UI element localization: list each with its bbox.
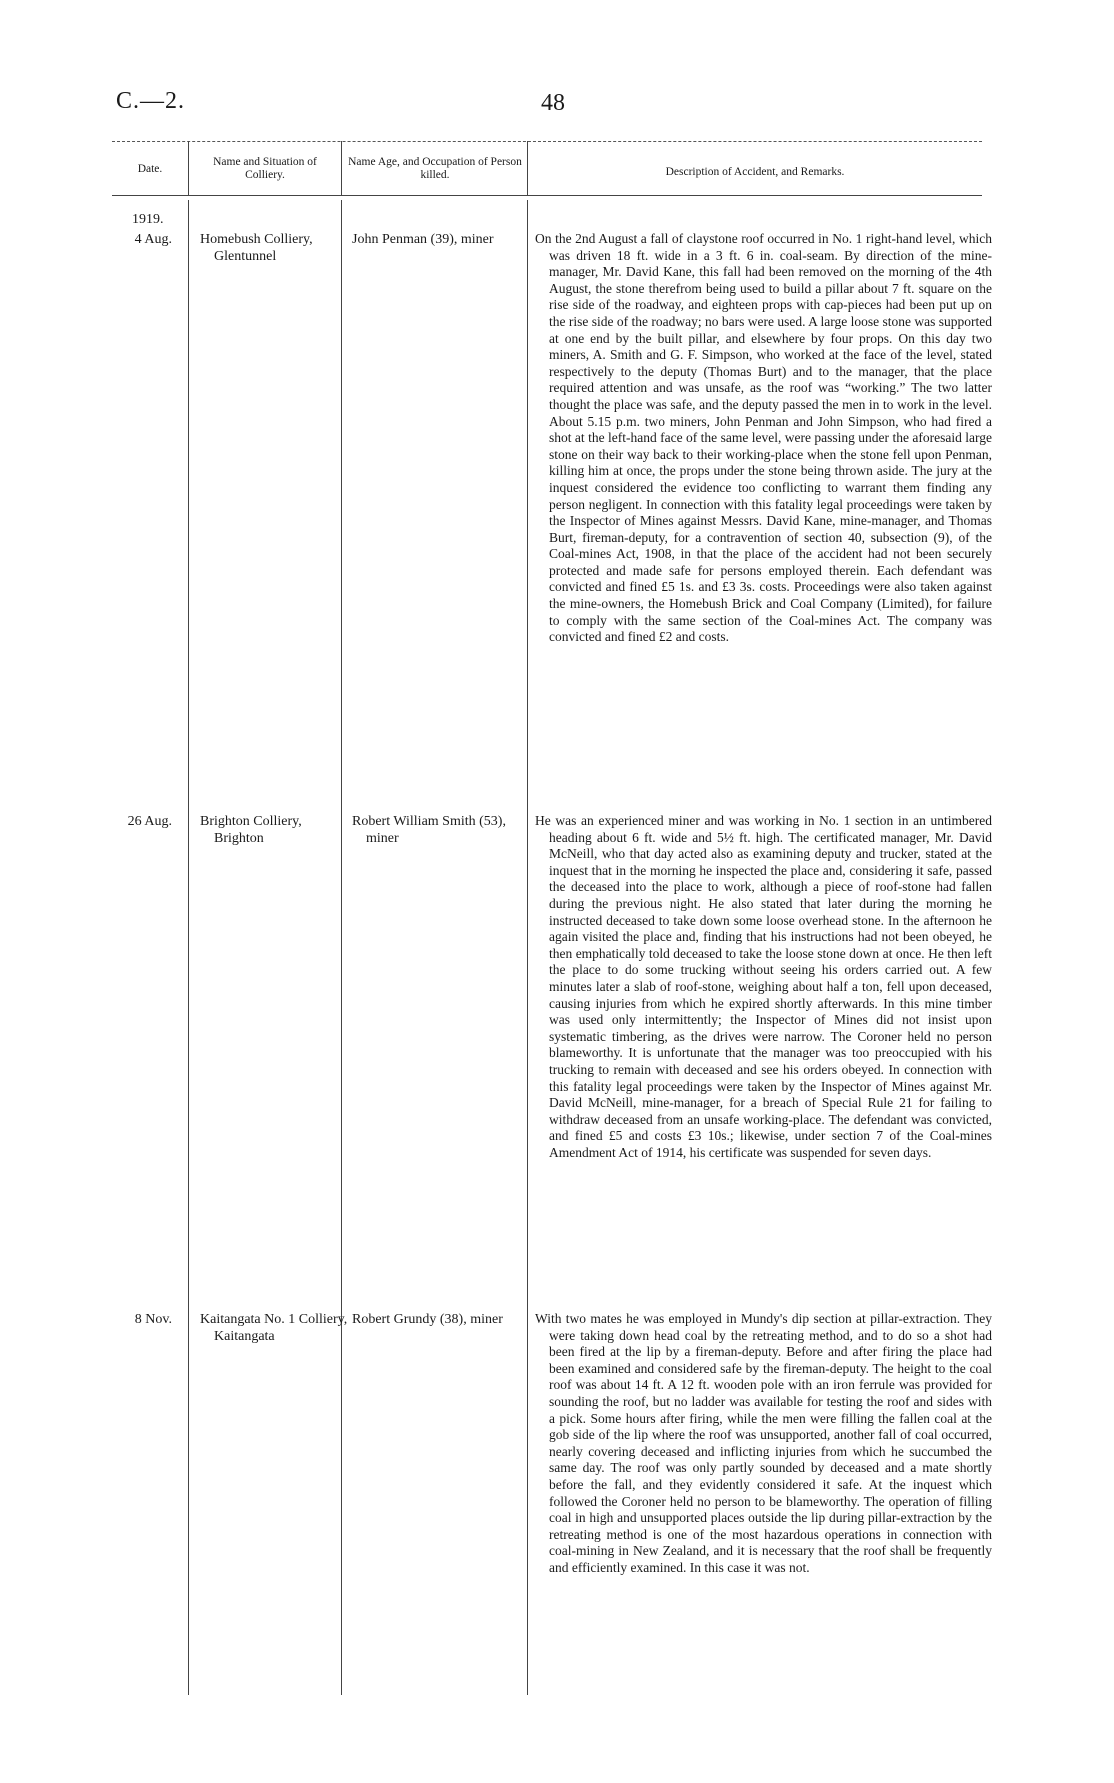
entry-colliery: Kaitangata No. 1 Colliery, Kaitangata [200,1312,348,1344]
page-number: 48 [541,90,565,116]
column-heading-colliery: Name and Situation of Colliery. [213,156,317,181]
table-top-rule [112,141,982,142]
entry-date: 4 Aug. [134,232,172,247]
column-divider [188,200,189,1695]
column-divider [341,141,342,195]
column-divider [527,141,528,195]
entry-person: Robert Grundy (38), miner [352,1312,503,1327]
year-label: 1919. [132,212,164,227]
entry-date: 26 Aug. [127,814,172,829]
entry-description: On the 2nd August a fall of claystone roof occurred in No. 1 right-hand level, which was driven 18 ft. wide in a 3 ft. 6 in. coal-seam. By direction of the mine-manager, Mr. David Kane, this fall had been removed on the morning of the 4th August, the stone therefrom being used to build a pillar about 7 ft. square on the rise side of the roadway, and eighteen props with cap-pieces had been put up on the rise side of the roadway; no bars were used. A large loose stone was supported at one end by the built pillar, and elsewhere by four props. On this day two miners, A. Smith and G. F. Simpson, who worked at the face of the level, stated respectively to the deputy (Thomas Burt) and to the manager, that the place required attention and was unsafe, as the roof was “working.” The two latter thought the place was safe, and the deputy passed the men in to work in the level. About 5.15 p.m. two miners, John Penman and John Simpson, who had fired a shot at the left-hand face of the same level, were passing under the aforesaid large stone on their way back to their working-place when the stone fell upon Penman, killing him at once, the props under the stone being thrown aside. The jury at the inquest considered the evidence too conflicting to warrant them finding any person negligent. In connection with this fatality legal proceedings were taken by the Inspector of Mines against Messrs. David Kane, mine-manager, and Thomas Burt, fireman-deputy, for a contravention of section 40, subsection (9), of the Coal-mines Act, 1908, in that the place of the accident had not been securely protected and made safe for persons employed therein. Each defendant was convicted and fined £5 1s. and £3 3s. costs. Proceedings were also taken against the mine-owners, the Homebush Brick and Coal Company (Limited), for failure to comply with the same section of the Coal-mines Act. The company was convicted and fined £2 and costs. [535,231,992,645]
column-divider [527,200,528,1695]
entry-description: He was an experienced miner and was working in No. 1 section in an untimbered heading about 6 ft. wide and 5½ ft. high. The certificated manager, Mr. David McNeill, who that day acted also as examining deputy and trucker, stated at the inquest that in the morning he inspected the place and, considering it safe, passed the deceased into the place to work, although a piece of roof-stone had fallen during the previous night. He also stated that later during the morning he instructed deceased to take down some loose overhead stone. In the afternoon he again visited the place and, finding that his instructions had not been obeyed, he then emphatically told deceased to take the loose stone down at once. He then left the place to do some trucking without seeing his orders carried out. A few minutes later a slab of roof-stone, weighing about half a ton, fell upon deceased, causing injuries from which he expired shortly afterwards. In this mine timber was used only intermittently; the Inspector of Mines did not insist upon systematic timbering, as the drives were narrow. The Coroner held no person blameworthy. It is unfortunate that the manager was too preoccupied with his trucking to remain with deceased and see his orders obeyed. In connection with this fatality legal proceedings were taken by the Inspector of Mines against Mr. David McNeill, mine-manager, for a breach of Special Rule 21 for failing to withdraw deceased from an unsafe working-place. The defendant was convicted, and fined £5 and costs £3 10s.; likewise, under section 7 of the Coal-mines Amendment Act of 1914, his certificate was suspended for seven days. [535,813,992,1160]
column-divider [188,141,189,195]
entry-description: With two mates he was employed in Mundy's dip section at pillar-extraction. They were taking down head coal by the retreating method, and to do so a shot had been fired at the lip by a fireman-deputy. Before and after firing the place had been examined and considered safe by the fireman-deputy. The height to the coal roof was about 14 ft. A 12 ft. wooden pole with an iron ferrule was provided for sounding the roof, but no ladder was available for testing the roof and sides with a pick. Some hours after firing, while the men were filling the fallen coal at the gob side of the lip where the roof was unsupported, another fall of coal occurred, nearly covering deceased and inflicting injuries from which he succumbed the same day. The roof was only partly sounded by deceased and a mate shortly before the fall, and they evidently considered it safe. At the inquest which followed the Coroner held no person to be blameworthy. The operation of filling coal in high and unsupported places outside the lip during pillar-extraction by the retreating method is one of the most hazardous operations in connection with coal-mining in New Zealand, and it is necessary that the roof shall be frequently and efficiently examined. In this case it was not. [535,1311,992,1575]
entry-colliery: Brighton Colliery, Brighton [200,814,302,846]
column-divider [341,200,342,1695]
entry-person: Robert William Smith (53), miner [352,814,506,846]
column-heading-description: Description of Accident, and Remarks. [665,166,845,178]
column-heading-date: Date. [137,163,163,175]
entry-person: John Penman (39), miner [352,232,494,247]
report-code: C.—2. [116,88,186,114]
entry-colliery: Homebush Colliery, Glentunnel [200,232,313,264]
entry-date: 8 Nov. [134,1312,172,1327]
column-heading-person: Name Age, and Occupation of Person killed. [348,156,522,181]
table-header-rule [112,195,982,196]
